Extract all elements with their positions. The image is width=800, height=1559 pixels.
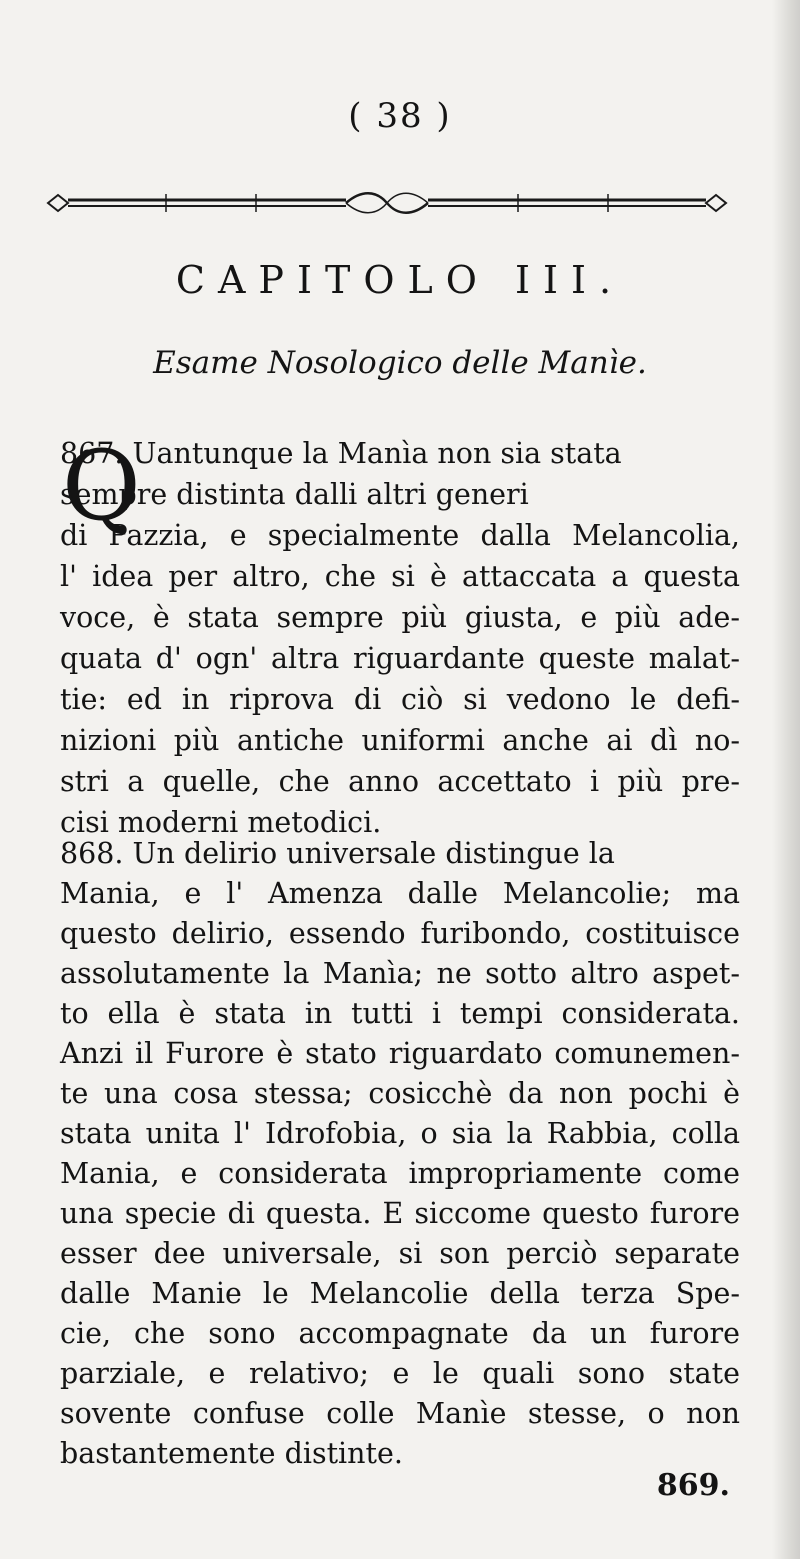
ornamental-rule xyxy=(46,186,728,222)
text-line: voce, è stata sempre più giusta, e più ade- xyxy=(60,601,740,634)
text-line: quata d' ogn' altra riguardante queste malat- xyxy=(60,642,740,675)
text-line: Mania, e considerata impropriamente come xyxy=(60,1157,740,1190)
text-line: nizioni più antiche uniformi anche ai dì no- xyxy=(60,724,740,757)
catchword: 869. xyxy=(656,1468,730,1503)
text-line: tie: ed in riprova di ciò si vedono le defi- xyxy=(60,683,740,716)
text-line: sempre distinta dalli altri generi xyxy=(60,478,529,511)
chapter-title: CAPITOLO III. xyxy=(175,258,625,302)
text-line: l' idea per altro, che si è attaccata a questa xyxy=(60,560,740,593)
text-line: questo delirio, essendo furibondo, costituisce xyxy=(60,917,740,950)
text-line: bastantemente distinte. xyxy=(60,1437,403,1470)
text-line: dalle Manie le Melancolie della terza Spe- xyxy=(60,1277,740,1310)
text-line: stata unita l' Idrofobia, o sia la Rabbia, colla xyxy=(60,1117,740,1150)
text-line: Anzi il Furore è stato riguardato comunemen- xyxy=(60,1037,740,1070)
text-line: parziale, e relativo; e le quali sono state xyxy=(60,1357,740,1390)
text-line: te una cosa stessa; cosicchè da non pochi è xyxy=(60,1077,740,1110)
text-line: una specie di questa. E siccome questo furore xyxy=(60,1197,740,1230)
page-number: ( 38 ) xyxy=(348,96,452,136)
text-line: cie, che sono accompagnate da un furore xyxy=(60,1317,740,1350)
drop-cap: Q xyxy=(62,430,141,542)
text-line: to ella è stata in tutti i tempi considerata. xyxy=(60,997,740,1030)
text-line: Mania, e l' Amenza dalle Melancolie; ma xyxy=(60,877,740,910)
text-line: esser dee universale, si son perciò separate xyxy=(60,1237,740,1270)
page-edge-shadow xyxy=(772,0,800,1559)
text-line: cisi moderni metodici. xyxy=(60,806,382,839)
text-line: di Pazzia, e specialmente dalla Melancolia, xyxy=(60,519,740,552)
text-line: assolutamente la Manìa; ne sotto altro aspet- xyxy=(60,957,740,990)
text-line: stri a quelle, che anno accettato i più pre- xyxy=(60,765,740,798)
text-line: 868. Un delirio universale distingue la xyxy=(60,837,615,870)
text-line: sovente confuse colle Manìe stesse, o non xyxy=(60,1397,740,1430)
text-line: 867. Uantunque la Manìa non sia stata xyxy=(60,437,622,470)
chapter-subtitle: Esame Nosologico delle Manìe. xyxy=(153,345,647,381)
